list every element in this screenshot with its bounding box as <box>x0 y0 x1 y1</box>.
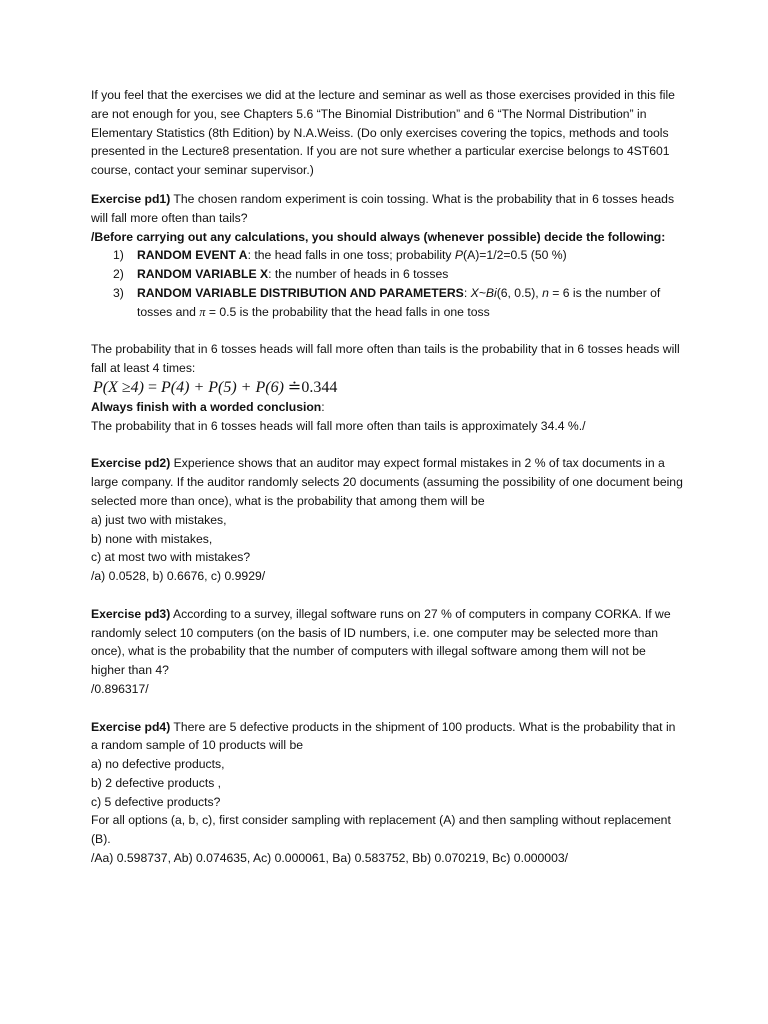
list-item-italic: P <box>454 248 464 263</box>
list-item-italic: X~Bi <box>470 285 497 300</box>
exercise-pd4-question <box>91 718 683 756</box>
exercise-option: a) just two with mistakes, <box>91 512 227 527</box>
list-item-number: 2) <box>113 267 124 282</box>
list-item-text: = 6 is the number of tosses and <box>137 285 661 319</box>
list-item <box>91 284 683 322</box>
exercise-pd3 <box>91 605 683 699</box>
list-item-heading: RANDOM EVENT A <box>137 248 248 263</box>
exercise-pd1 <box>91 190 683 436</box>
list-item-number: 3) <box>113 285 124 300</box>
exercise-pd1-before-note: /Before carrying out any calculations, you should always (whenever possible) decide the following: <box>91 229 666 244</box>
exercise-pd3-text: According to a survey, illegal software runs on 27 % of computers in company CORKA. If we randomly select 10 computers (on the basis of ID numbers, i.e. one computer may be selected more than once), what is the probability that the number of computers with illegal software among them will not be higher than 4? <box>91 606 671 678</box>
formula-equals: = <box>143 378 162 396</box>
exercise-pd2-label: Exercise pd2) <box>91 456 171 471</box>
conclusion-colon: : <box>321 399 325 414</box>
exercise-pd1-question <box>91 190 683 228</box>
spacer <box>91 322 683 341</box>
exercise-pd1-explanation: The probability that in 6 tosses heads will fall more often than tails is the probability that in 6 tosses heads will fall at least 4 times: <box>91 342 680 376</box>
spacer <box>91 586 683 605</box>
formula-rhs: P(4) + P(5) + P(6) <box>161 378 284 396</box>
exercise-pd4-label: Exercise pd4) <box>91 719 171 734</box>
pi-symbol: π <box>199 304 206 319</box>
exercise-option: b) none with mistakes, <box>91 531 213 546</box>
list-item <box>91 265 683 284</box>
list-item <box>91 246 683 265</box>
formula-lhs: P(X ≥4) <box>93 378 144 396</box>
exercise-option: c) 5 defective products? <box>91 794 221 809</box>
list-item-number: 1) <box>113 248 124 263</box>
list-item-text: : <box>463 285 471 300</box>
conclusion-heading <box>91 398 683 417</box>
exercise-pd2 <box>91 454 683 586</box>
spacer <box>91 436 683 455</box>
list-item-heading: RANDOM VARIABLE DISTRIBUTION AND PARAMETERS <box>137 285 464 300</box>
document-page <box>91 86 683 868</box>
list-item-text: = 0.5 is the probability that the head falls in one toss <box>205 304 490 319</box>
list-item-italic: n <box>542 285 549 300</box>
list-item-text: (A)=1/2=0.5 (50 %) <box>463 248 567 263</box>
exercise-option: c) at most two with mistakes? <box>91 550 251 565</box>
probability-formula <box>91 378 683 398</box>
exercise-pd4-text: There are 5 defective products in the shipment of 100 products. What is the probability that in a random sample of 10 products will be <box>91 719 676 753</box>
exercise-pd4-note: For all options (a, b, c), first consider sampling with replacement (A) and then sampling without replacement (B). <box>91 813 671 847</box>
exercise-pd3-question <box>91 605 683 680</box>
exercise-pd1-conclusion: The probability that in 6 tosses heads will fall more often than tails is approximately 34.4 %./ <box>91 418 586 433</box>
exercise-pd1-steps <box>91 246 683 321</box>
exercise-option: b) 2 defective products , <box>91 775 222 790</box>
formula-approx: ≐0.344 <box>283 378 338 396</box>
exercise-option: a) no defective products, <box>91 757 225 772</box>
exercise-pd2-text: Experience shows that an auditor may expect formal mistakes in 2 % of tax documents in a large company. If the auditor randomly selects 20 documents (assuming the possibility of one document being selected more than once), what is the probability that among them will be <box>91 456 683 508</box>
spacer <box>91 180 683 190</box>
exercise-pd3-answer: /0.896317/ <box>91 681 149 696</box>
exercise-pd4-answer: /Aa) 0.598737, Ab) 0.074635, Ac) 0.000061, Ba) 0.583752, Bb) 0.070219, Bc) 0.000003/ <box>91 851 569 866</box>
exercise-pd1-text: The chosen random experiment is coin tossing. What is the probability that in 6 tosses heads will fall more often than tails? <box>91 191 675 225</box>
exercise-pd1-label: Exercise pd1) <box>91 191 171 206</box>
spacer <box>91 699 683 718</box>
conclusion-label: Always finish with a worded conclusion <box>91 399 322 414</box>
intro-paragraph: If you feel that the exercises we did at the lecture and seminar as well as those exercises provided in this file are not enough for you, see Chapters 5.6 “The Binomial Distribution” and 6 “The Normal Distribution” in Elementary Statistics (8th Edition) by N.A.Weiss. (Do only exercises covering the topics, methods and tools presented in the Lecture8 presentation. If you are not sure whether a particular exercise belongs to 4ST601 course, contact your seminar supervisor.) <box>91 88 675 178</box>
list-item-text: (6, 0.5), <box>496 285 543 300</box>
exercise-pd4 <box>91 718 683 868</box>
list-item-text: : the head falls in one toss; probability <box>247 248 455 263</box>
list-item-heading: RANDOM VARIABLE X <box>137 267 269 282</box>
list-item-text: : the number of heads in 6 tosses <box>268 267 449 282</box>
exercise-pd3-label: Exercise pd3) <box>91 606 171 621</box>
exercise-pd2-question <box>91 454 683 510</box>
exercise-pd2-answer: /a) 0.0528, b) 0.6676, c) 0.9929/ <box>91 569 266 584</box>
